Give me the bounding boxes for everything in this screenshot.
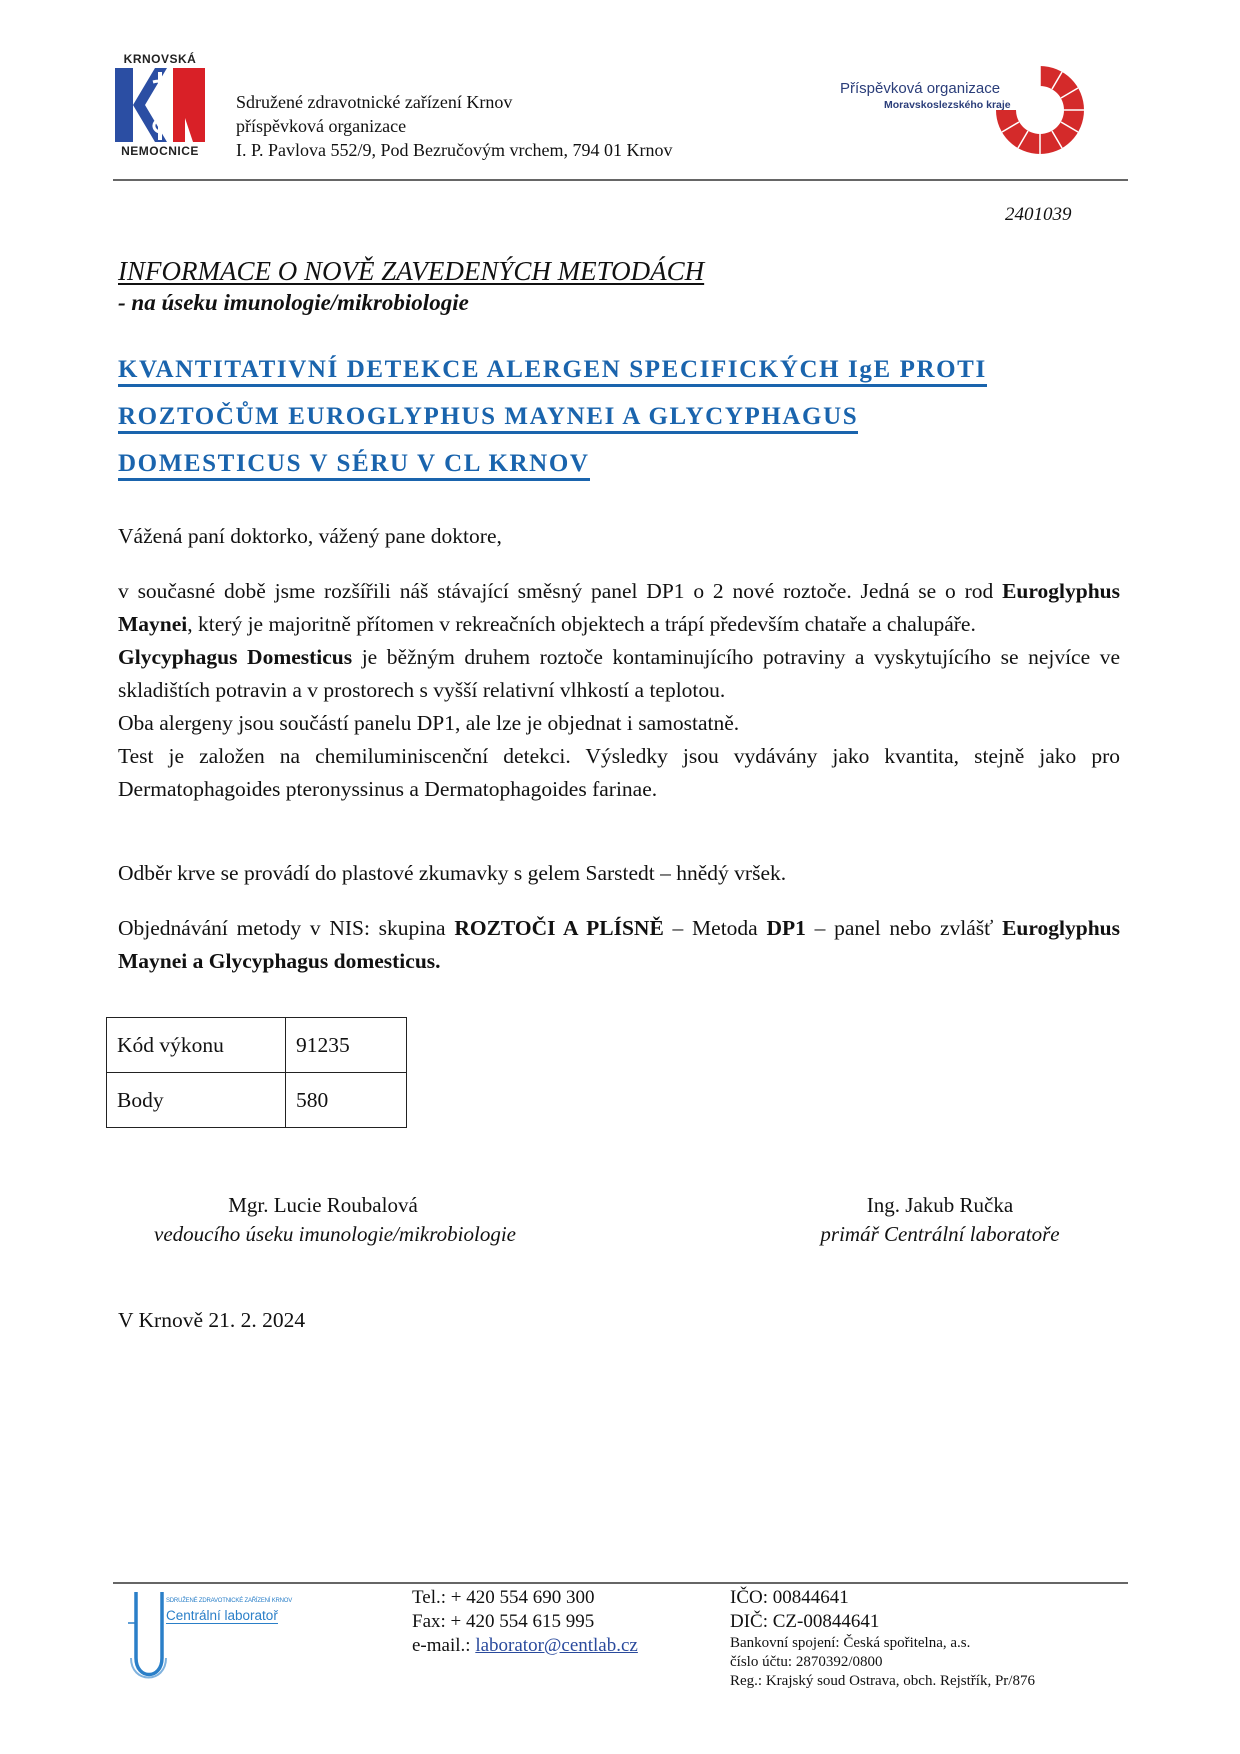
header-divider — [113, 179, 1128, 181]
method-title — [118, 346, 1118, 487]
table-label: Kód výkonu — [107, 1018, 286, 1073]
caduceus-kn-icon — [115, 68, 205, 142]
footer-divider — [113, 1582, 1128, 1584]
contact-info — [412, 1586, 638, 1658]
org-name: Sdružené zdravotnické zařízení Krnov — [236, 92, 513, 112]
method-title-line: ROZTOČŮM EUROGLYPHUS MAYNEI A GLYCYPHAGUS — [118, 393, 1118, 440]
company-info — [730, 1586, 1035, 1691]
logo-bottom-text: NEMOCNICE — [121, 144, 199, 158]
term-euroglyphus: Euroglyphus Maynei — [118, 579, 1120, 636]
lab-tube-icon — [128, 1588, 168, 1688]
signatory-role: vedoucího úseku imunologie/mikrobiologie — [154, 1222, 516, 1246]
table-row — [107, 1073, 407, 1128]
signatory-role: primář Centrální laboratoře — [820, 1222, 1060, 1246]
paragraph-panel: Oba alergeny jsou součástí panelu DP1, ale lze je objednat i samostatně. — [118, 711, 740, 735]
paragraph-glycyphagus: Glycyphagus Domesticus je běžným druhem roztoče kontaminujícího potraviny a vyskytujícího se nejvíce ve skladištích potravin a v prostorech s vyšší relativní vlhkostí a teplotou. — [118, 645, 1120, 702]
lab-logo-small: SDRUŽENÉ ZDRAVOTNICKÉ ZAŘÍZENÍ KRNOV — [166, 1598, 293, 1604]
org-type: příspěvková organizace — [236, 116, 407, 136]
date-line: V Krnově 21. 2. 2024 — [118, 1308, 306, 1332]
table-value: 580 — [286, 1073, 407, 1128]
paragraph-sampling: Odběr krve se provádí do plastové zkumavky s gelem Sarstedt – hnědý vršek. — [118, 861, 787, 885]
signatory-name: Mgr. Lucie Roubalová — [228, 1193, 418, 1217]
registration: Reg.: Krajský soud Ostrava, obch. Rejstřík, Pr/876 — [730, 1673, 1035, 1689]
email-link[interactable]: laborator@centlab.cz — [475, 1635, 638, 1656]
msk-logo-line2: Moravskoslezského kraje — [884, 99, 1011, 111]
org-address: I. P. Pavlova 552/9, Pod Bezručovým vrchem, 794 01 Krnov — [236, 140, 673, 160]
info-title: INFORMACE O NOVĚ ZAVEDENÝCH METODÁCH — [118, 256, 705, 286]
lab-logo-title: Centrální laboratoř — [166, 1608, 278, 1623]
body-paragraphs — [118, 575, 1120, 806]
central-lab-logo — [128, 1588, 308, 1688]
paragraph-test: Test je založen na chemiluminiscenční detekci. Výsledky jsou vydávány jako kvantita, stejně jako pro Dermatophagoides pteronyssinus a Dermatophagoides farinae. — [118, 744, 1120, 801]
account-number: číslo účtu: 2870392/0800 — [730, 1654, 883, 1670]
salutation — [118, 520, 1120, 553]
organization-address — [236, 90, 672, 162]
ico: IČO: 00844641 — [730, 1587, 849, 1608]
fax: Fax: + 420 554 615 995 — [412, 1611, 595, 1632]
msk-region-logo — [840, 58, 1080, 168]
segmented-ring-icon — [990, 60, 1090, 160]
signatory-name: Ing. Jakub Ručka — [866, 1193, 1014, 1217]
paragraph-euroglyphus: v současné době jsme rozšířili náš stávající směsný panel DP1 o 2 nové roztoče. Jedná se o rod Euroglyphus Maynei, který je majoritně přítomen v rekreačních objektech a trápí především chataře a chalupáře. — [118, 579, 1120, 636]
paragraph-ordering: Objednávání metody v NIS: skupina ROZTOČI A PLÍSNĚ – Metoda DP1 – panel nebo zvlášť Euroglyphus Maynei a Glycyphagus domesticus. — [118, 916, 1120, 973]
method-title-line: KVANTITATIVNÍ DETEKCE ALERGEN SPECIFICKÝCH IgE PROTI — [118, 346, 1118, 393]
email-line: e-mail.: laborator@centlab.cz — [412, 1635, 638, 1656]
signature-left — [110, 1191, 560, 1249]
logo-top-text: KRNOVSKÁ — [123, 52, 197, 66]
table-row — [107, 1018, 407, 1073]
krnovska-nemocnice-logo — [112, 52, 208, 160]
info-subtitle: - na úseku imunologie/mikrobiologie — [118, 290, 469, 315]
term-glycyphagus: Glycyphagus Domesticus — [118, 645, 353, 669]
table-value: 91235 — [286, 1018, 407, 1073]
phone: Tel.: + 420 554 690 300 — [412, 1587, 595, 1608]
procedure-code-table — [106, 1017, 407, 1128]
table-label: Body — [107, 1073, 286, 1128]
document-number: 2401039 — [1005, 204, 1072, 225]
bank: Bankovní spojení: Česká spořitelna, a.s. — [730, 1635, 971, 1651]
msk-logo-line1: Příspěvková organizace — [840, 80, 1001, 97]
salutation-text: Vážená paní doktorko, vážený pane doktore, — [118, 524, 502, 548]
method-title-line: DOMESTICUS V SÉRU V CL KRNOV — [118, 440, 1118, 487]
signature-right — [780, 1191, 1100, 1249]
dic: DIČ: CZ-00844641 — [730, 1611, 880, 1632]
